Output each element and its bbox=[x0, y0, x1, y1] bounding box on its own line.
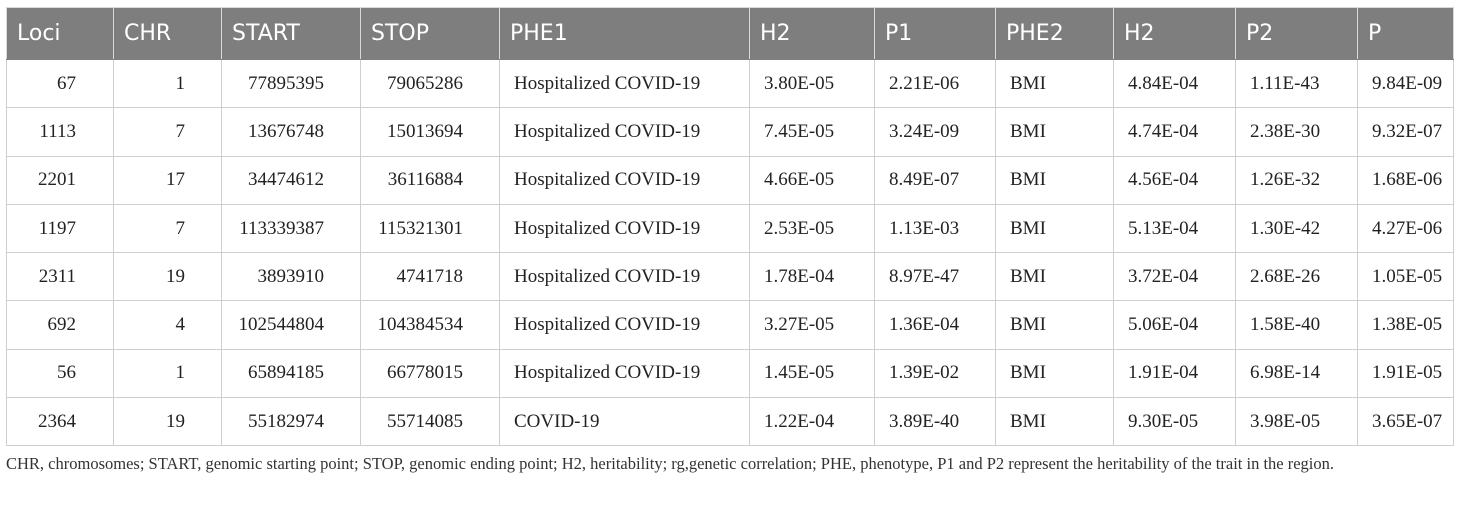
cell-start: 13676748 bbox=[222, 108, 361, 156]
cell-h2-2: 4.84E-04 bbox=[1114, 60, 1236, 108]
header-p: P bbox=[1358, 8, 1454, 60]
cell-p2: 1.30E-42 bbox=[1236, 204, 1358, 252]
cell-h2-1: 2.53E-05 bbox=[750, 204, 875, 252]
table-header bbox=[7, 8, 1454, 60]
cell-h2-2: 3.72E-04 bbox=[1114, 253, 1236, 301]
cell-h2-1: 3.80E-05 bbox=[750, 60, 875, 108]
table-row bbox=[7, 204, 1454, 252]
cell-p1: 1.39E-02 bbox=[875, 349, 996, 397]
table-row bbox=[7, 108, 1454, 156]
cell-start: 3893910 bbox=[222, 253, 361, 301]
cell-h2-1: 1.78E-04 bbox=[750, 253, 875, 301]
cell-p2: 1.26E-32 bbox=[1236, 156, 1358, 204]
cell-loci: 1113 bbox=[7, 108, 114, 156]
cell-p: 1.38E-05 bbox=[1358, 301, 1454, 349]
cell-loci: 56 bbox=[7, 349, 114, 397]
cell-chr: 17 bbox=[114, 156, 222, 204]
cell-p2: 1.58E-40 bbox=[1236, 301, 1358, 349]
cell-h2-2: 4.56E-04 bbox=[1114, 156, 1236, 204]
cell-phe2: BMI bbox=[996, 60, 1114, 108]
cell-p1: 1.13E-03 bbox=[875, 204, 996, 252]
table-row bbox=[7, 156, 1454, 204]
cell-phe2: BMI bbox=[996, 156, 1114, 204]
cell-phe1: Hospitalized COVID-19 bbox=[500, 60, 750, 108]
cell-start: 65894185 bbox=[222, 349, 361, 397]
loci-table bbox=[6, 7, 1454, 446]
header-p1: P1 bbox=[875, 8, 996, 60]
cell-chr: 19 bbox=[114, 398, 222, 446]
cell-chr: 7 bbox=[114, 108, 222, 156]
table-row bbox=[7, 398, 1454, 446]
cell-p1: 1.36E-04 bbox=[875, 301, 996, 349]
cell-chr: 19 bbox=[114, 253, 222, 301]
cell-loci: 692 bbox=[7, 301, 114, 349]
cell-p2: 2.38E-30 bbox=[1236, 108, 1358, 156]
cell-phe1: Hospitalized COVID-19 bbox=[500, 349, 750, 397]
cell-start: 77895395 bbox=[222, 60, 361, 108]
cell-h2-1: 4.66E-05 bbox=[750, 156, 875, 204]
cell-h2-1: 1.22E-04 bbox=[750, 398, 875, 446]
cell-stop: 115321301 bbox=[361, 204, 500, 252]
table-row bbox=[7, 253, 1454, 301]
header-p2: P2 bbox=[1236, 8, 1358, 60]
cell-phe2: BMI bbox=[996, 204, 1114, 252]
cell-start: 55182974 bbox=[222, 398, 361, 446]
cell-stop: 36116884 bbox=[361, 156, 500, 204]
cell-p1: 3.24E-09 bbox=[875, 108, 996, 156]
cell-stop: 104384534 bbox=[361, 301, 500, 349]
cell-chr: 1 bbox=[114, 60, 222, 108]
cell-p2: 3.98E-05 bbox=[1236, 398, 1358, 446]
cell-chr: 1 bbox=[114, 349, 222, 397]
cell-stop: 55714085 bbox=[361, 398, 500, 446]
header-chr: CHR bbox=[114, 8, 222, 60]
cell-start: 102544804 bbox=[222, 301, 361, 349]
cell-phe1: COVID-19 bbox=[500, 398, 750, 446]
cell-h2-1: 3.27E-05 bbox=[750, 301, 875, 349]
header-phe1: PHE1 bbox=[500, 8, 750, 60]
table-row bbox=[7, 60, 1454, 108]
cell-p: 1.68E-06 bbox=[1358, 156, 1454, 204]
cell-chr: 7 bbox=[114, 204, 222, 252]
cell-phe2: BMI bbox=[996, 301, 1114, 349]
cell-phe1: Hospitalized COVID-19 bbox=[500, 108, 750, 156]
header-h2-2: H2 bbox=[1114, 8, 1236, 60]
cell-h2-2: 4.74E-04 bbox=[1114, 108, 1236, 156]
cell-phe1: Hospitalized COVID-19 bbox=[500, 301, 750, 349]
header-loci: Loci bbox=[7, 8, 114, 60]
cell-p1: 8.49E-07 bbox=[875, 156, 996, 204]
cell-p: 4.27E-06 bbox=[1358, 204, 1454, 252]
cell-h2-2: 9.30E-05 bbox=[1114, 398, 1236, 446]
cell-p: 9.84E-09 bbox=[1358, 60, 1454, 108]
cell-p2: 2.68E-26 bbox=[1236, 253, 1358, 301]
cell-phe2: BMI bbox=[996, 108, 1114, 156]
cell-p2: 6.98E-14 bbox=[1236, 349, 1358, 397]
cell-stop: 15013694 bbox=[361, 108, 500, 156]
cell-h2-1: 7.45E-05 bbox=[750, 108, 875, 156]
cell-p: 9.32E-07 bbox=[1358, 108, 1454, 156]
cell-chr: 4 bbox=[114, 301, 222, 349]
header-h2-1: H2 bbox=[750, 8, 875, 60]
cell-loci: 2364 bbox=[7, 398, 114, 446]
cell-p1: 8.97E-47 bbox=[875, 253, 996, 301]
cell-start: 34474612 bbox=[222, 156, 361, 204]
cell-p1: 2.21E-06 bbox=[875, 60, 996, 108]
table-footnote: CHR, chromosomes; START, genomic starting point; STOP, genomic ending point; H2, heritability; rg,genetic correlation; PHE, phenotype, P1 and P2 represent the heritability of the trait in the region. bbox=[6, 454, 1335, 473]
cell-phe1: Hospitalized COVID-19 bbox=[500, 204, 750, 252]
cell-stop: 79065286 bbox=[361, 60, 500, 108]
cell-loci: 2201 bbox=[7, 156, 114, 204]
cell-h2-2: 5.13E-04 bbox=[1114, 204, 1236, 252]
cell-h2-2: 1.91E-04 bbox=[1114, 349, 1236, 397]
header-row bbox=[7, 8, 1454, 60]
cell-p: 1.91E-05 bbox=[1358, 349, 1454, 397]
cell-stop: 66778015 bbox=[361, 349, 500, 397]
header-start: START bbox=[222, 8, 361, 60]
cell-h2-1: 1.45E-05 bbox=[750, 349, 875, 397]
cell-loci: 1197 bbox=[7, 204, 114, 252]
cell-p1: 3.89E-40 bbox=[875, 398, 996, 446]
header-stop: STOP bbox=[361, 8, 500, 60]
cell-stop: 4741718 bbox=[361, 253, 500, 301]
cell-p: 1.05E-05 bbox=[1358, 253, 1454, 301]
cell-h2-2: 5.06E-04 bbox=[1114, 301, 1236, 349]
cell-phe1: Hospitalized COVID-19 bbox=[500, 253, 750, 301]
table-row bbox=[7, 349, 1454, 397]
cell-loci: 2311 bbox=[7, 253, 114, 301]
cell-p2: 1.11E-43 bbox=[1236, 60, 1358, 108]
cell-phe2: BMI bbox=[996, 398, 1114, 446]
cell-phe2: BMI bbox=[996, 349, 1114, 397]
cell-p: 3.65E-07 bbox=[1358, 398, 1454, 446]
cell-start: 113339387 bbox=[222, 204, 361, 252]
cell-phe1: Hospitalized COVID-19 bbox=[500, 156, 750, 204]
header-phe2: PHE2 bbox=[996, 8, 1114, 60]
table-row bbox=[7, 301, 1454, 349]
table-body bbox=[7, 60, 1454, 446]
cell-loci: 67 bbox=[7, 60, 114, 108]
cell-phe2: BMI bbox=[996, 253, 1114, 301]
